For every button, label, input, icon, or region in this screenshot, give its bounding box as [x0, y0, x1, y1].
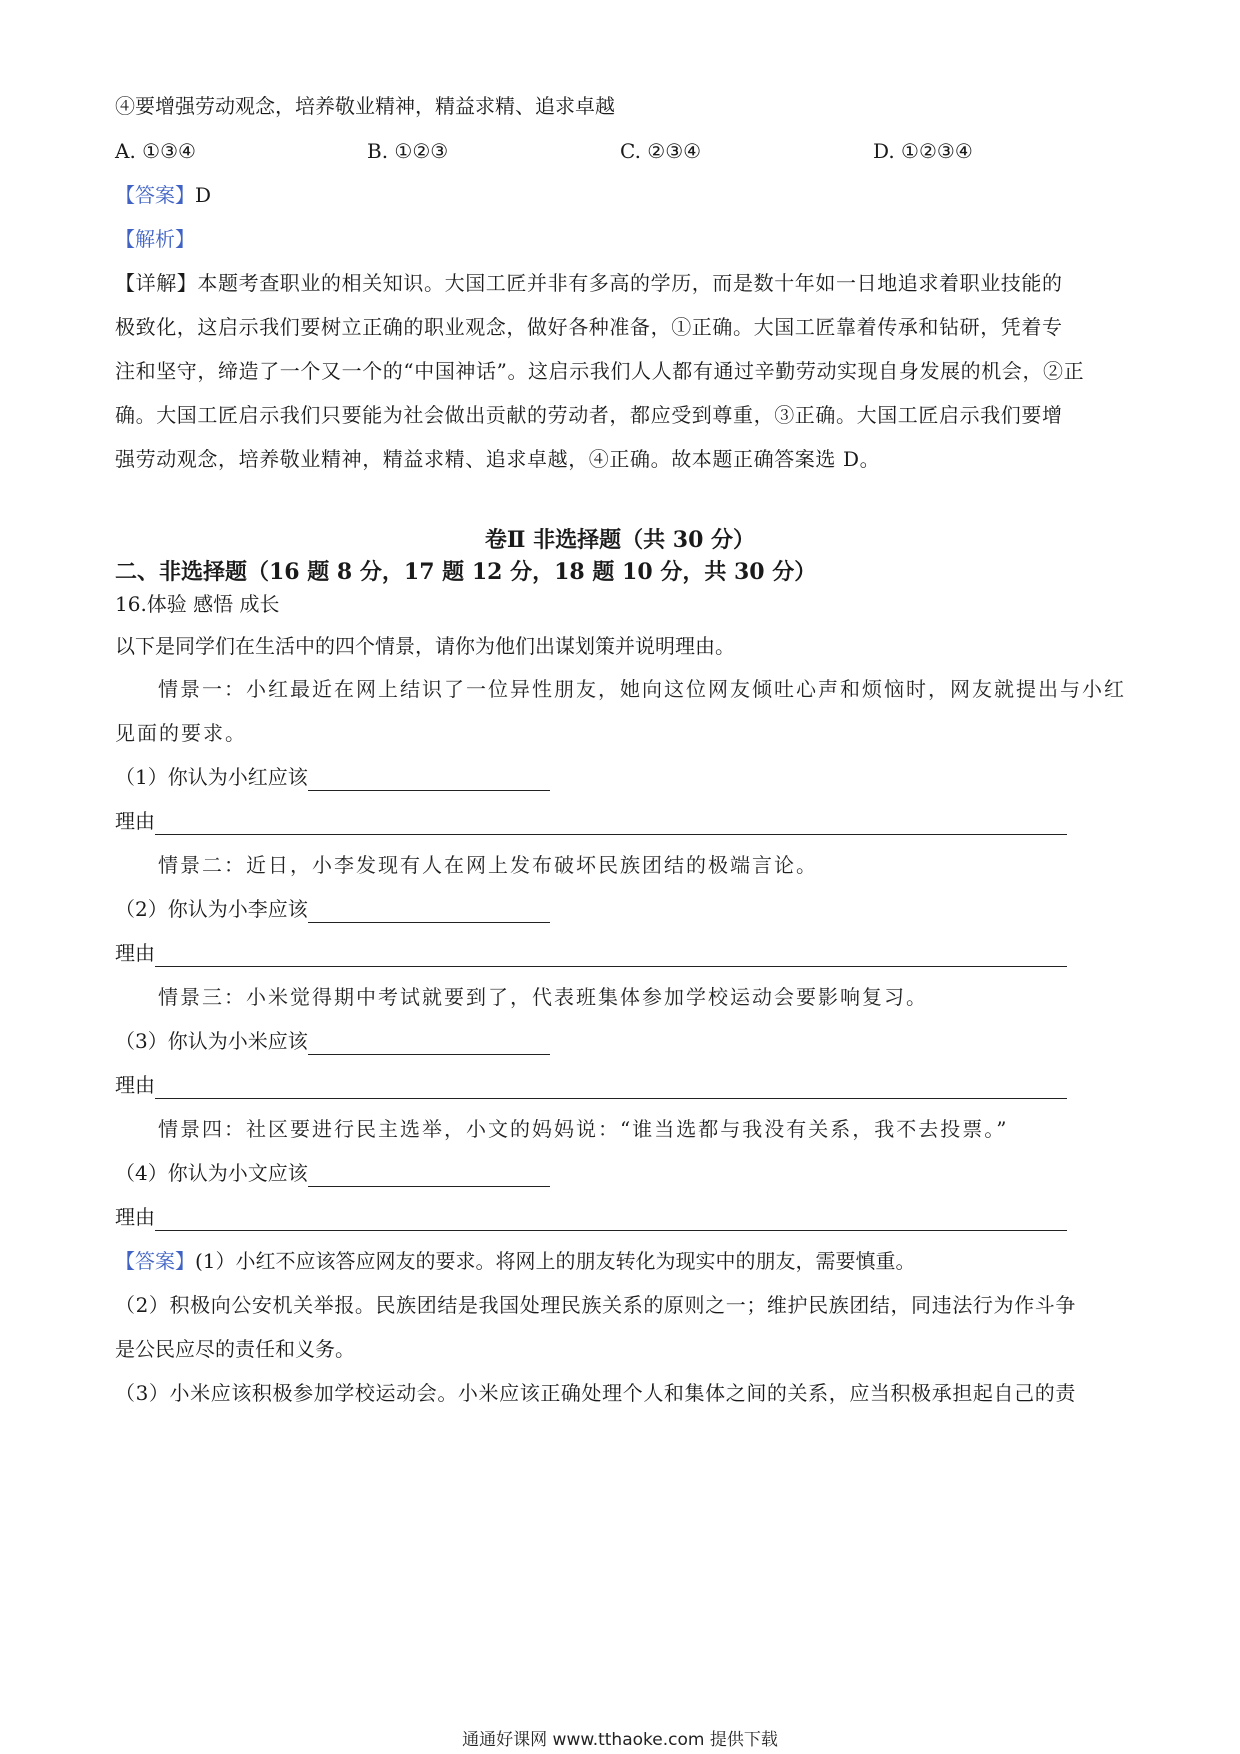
q15-answer — [115, 181, 211, 209]
scene-3: 情景三：小米觉得期中考试就要到了，代表班集体参加学校运动会要影响复习。 — [158, 985, 928, 1009]
detail-line-1: 【详解】本题考查职业的相关知识。大国工匠并非有多高的学历，而是数十年如一日地追求着职业技能的 — [115, 271, 1063, 295]
option-d: D. ①②③④ — [873, 139, 973, 163]
sub-question-3: （3）你认为小米应该 — [115, 1029, 308, 1053]
q16-sub-2 — [115, 895, 550, 923]
q16-reason-3 — [115, 1071, 1067, 1099]
q16-title: 16.体验 感悟 成长 — [115, 592, 280, 616]
reason-blank-2[interactable] — [155, 942, 1067, 967]
answer-blank-1[interactable] — [308, 766, 550, 791]
reason-blank-3[interactable] — [155, 1074, 1067, 1099]
q16-sub-1 — [115, 763, 550, 791]
answer-tag: 【答案】 — [115, 183, 195, 207]
reason-label-4: 理由 — [115, 1205, 155, 1229]
option-a: A. ①③④ — [115, 139, 196, 163]
detail-line-2: 极致化，这启示我们要树立正确的职业观念，做好各种准备，①正确。大国工匠靠着传承和钻研，凭着专 — [115, 315, 1063, 339]
q16-sub-4 — [115, 1159, 550, 1187]
section-heading: 二、非选择题（16 题 8 分，17 题 12 分，18 题 10 分，共 30 分） — [115, 559, 817, 585]
answer-1-text: (1）小红不应该答应网友的要求。将网上的朋友转化为现实中的朋友，需要慎重。 — [195, 1249, 916, 1273]
q15-options — [115, 137, 1115, 165]
answer-blank-3[interactable] — [308, 1030, 550, 1055]
detail-line-4: 确。大国工匠启示我们只要能为社会做出贡献的劳动者，都应受到尊重，③正确。大国工匠启示我们要增 — [115, 403, 1063, 427]
sub-question-1: （1）你认为小红应该 — [115, 765, 308, 789]
scene-2: 情景二：近日，小李发现有人在网上发布破坏民族团结的极端言论。 — [158, 853, 818, 877]
q16-reason-2 — [115, 939, 1067, 967]
q16-reason-1 — [115, 807, 1067, 835]
sub-question-2: （2）你认为小李应该 — [115, 897, 308, 921]
reason-label-1: 理由 — [115, 809, 155, 833]
q16-answer-2-line-1: （2）积极向公安机关举报。民族团结是我国处理民族关系的原则之一；维护民族团结，同违法行为作斗争 — [115, 1293, 1076, 1317]
option-c: C. ②③④ — [620, 139, 702, 163]
reason-label-3: 理由 — [115, 1073, 155, 1097]
q15-item-4: ④要增强劳动观念，培养敬业精神，精益求精、追求卓越 — [115, 94, 615, 118]
q16-answer-tag: 【答案】 — [115, 1249, 195, 1273]
volume-title: 卷Ⅱ 非选择题（共 30 分） — [484, 527, 756, 553]
answer-blank-4[interactable] — [308, 1162, 550, 1187]
page-footer: 通通好课网 www.tthaoke.com 提供下载 — [462, 1730, 778, 1750]
q16-sub-3 — [115, 1027, 550, 1055]
analysis-tag: 【解析】 — [115, 227, 195, 251]
option-b: B. ①②③ — [367, 139, 449, 163]
q16-answer-2-line-2: 是公民应尽的责任和义务。 — [115, 1337, 355, 1361]
scene-1-line-1: 情景一：小红最近在网上结识了一位异性朋友，她向这位网友倾吐心声和烦恼时，网友就提出与小红 — [158, 677, 1126, 701]
reason-blank-1[interactable] — [155, 810, 1067, 835]
answer-value: D — [195, 183, 212, 207]
q16-reason-4 — [115, 1203, 1067, 1231]
q16-answer-3: （3）小米应该积极参加学校运动会。小米应该正确处理个人和集体之间的关系，应当积极承担起自己的责 — [115, 1381, 1076, 1405]
detail-line-3: 注和坚守，缔造了一个又一个的“中国神话”。这启示我们人人都有通过辛勤劳动实现自身发展的机会，②正 — [115, 359, 1085, 383]
reason-blank-4[interactable] — [155, 1206, 1067, 1231]
detail-line-5: 强劳动观念，培养敬业精神，精益求精、追求卓越，④正确。故本题正确答案选 D。 — [115, 447, 881, 471]
sub-question-4: （4）你认为小文应该 — [115, 1161, 308, 1185]
reason-label-2: 理由 — [115, 941, 155, 965]
q16-answer-1 — [115, 1247, 916, 1275]
scene-4: 情景四：社区要进行民主选举，小文的妈妈说：“谁当选都与我没有关系，我不去投票。” — [158, 1117, 1009, 1141]
scene-1-line-2: 见面的要求。 — [115, 721, 247, 745]
answer-blank-2[interactable] — [308, 898, 550, 923]
q16-intro: 以下是同学们在生活中的四个情景，请你为他们出谋划策并说明理由。 — [115, 634, 735, 658]
